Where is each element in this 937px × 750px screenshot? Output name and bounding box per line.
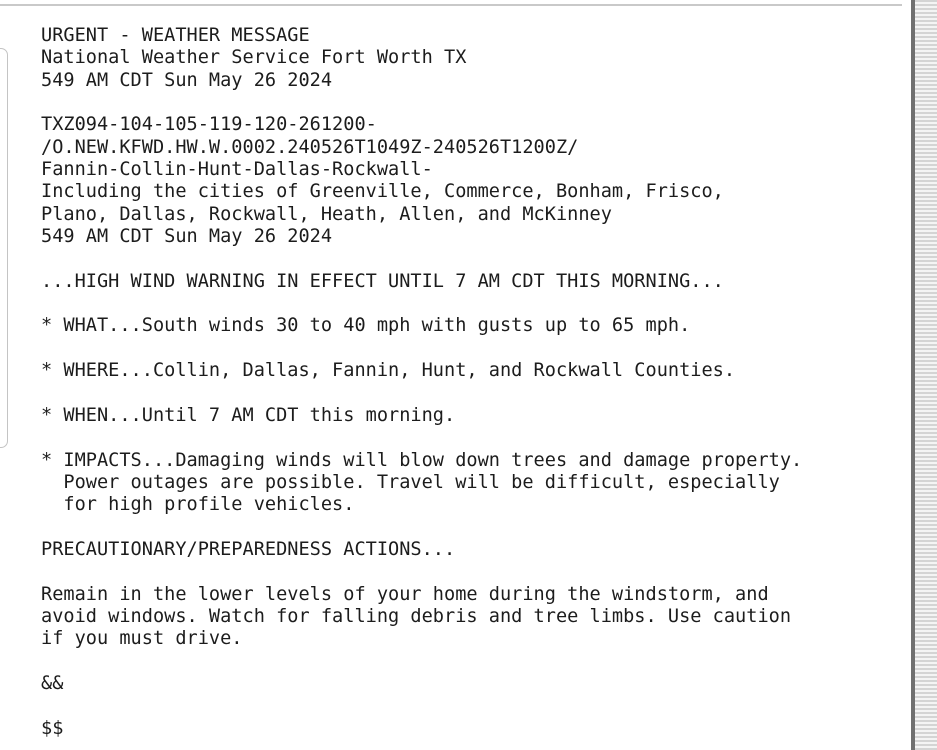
- where-line: * WHERE...Collin, Dallas, Fannin, Hunt, and Rockwall Counties.: [41, 360, 736, 382]
- blank-line: [41, 92, 802, 114]
- actions-line-1: Remain in the lower levels of your home during the windstorm, and: [41, 583, 769, 605]
- blank-line: [41, 517, 802, 539]
- blank-line: [41, 293, 802, 315]
- vtec-line: /O.NEW.KFWD.HW.W.0002.240526T1049Z-240526T1200Z/: [41, 136, 579, 158]
- blank-line: [41, 651, 802, 673]
- actions-heading-line: PRECAUTIONARY/PREPAREDNESS ACTIONS...: [41, 538, 456, 560]
- impacts-line-1: * IMPACTS...Damaging winds will blow down trees and damage property.: [41, 449, 803, 471]
- actions-line-3: if you must drive.: [41, 628, 243, 650]
- cities-line-1: Including the cities of Greenville, Commerce, Bonham, Frisco,: [41, 181, 724, 203]
- dollar-terminator-line: $$: [41, 717, 64, 739]
- headline-line: ...HIGH WIND WARNING IN EFFECT UNTIL 7 AM CDT THIS MORNING...: [41, 270, 724, 292]
- zone-codes-line: TXZ094-104-105-119-120-261200-: [41, 114, 377, 136]
- impacts-line-3: for high profile vehicles.: [41, 494, 355, 516]
- left-panel-edge: [0, 48, 8, 448]
- blank-line: [41, 695, 802, 717]
- ampersand-terminator-line: &&: [41, 672, 64, 694]
- zone-time-line: 549 AM CDT Sun May 26 2024: [41, 226, 333, 248]
- issued-time-line: 549 AM CDT Sun May 26 2024: [41, 69, 333, 91]
- top-divider: [0, 4, 902, 6]
- actions-line-2: avoid windows. Watch for falling debris and tree limbs. Use caution: [41, 605, 792, 627]
- blank-line: [41, 427, 802, 449]
- blank-line: [41, 248, 802, 270]
- blank-line: [41, 338, 802, 360]
- impacts-line-2: Power outages are possible. Travel will be difficult, especially: [41, 471, 780, 493]
- right-edge-border: [911, 0, 915, 750]
- cities-line-2: Plano, Dallas, Rockwall, Heath, Allen, and McKinney: [41, 203, 612, 225]
- blank-line: [41, 383, 802, 405]
- when-line: * WHEN...Until 7 AM CDT this morning.: [41, 404, 456, 426]
- weather-message-text: [41, 25, 802, 740]
- blank-line: [41, 561, 802, 583]
- what-line: * WHAT...South winds 30 to 40 mph with gusts up to 65 mph.: [41, 315, 691, 337]
- office-line: National Weather Service Fort Worth TX: [41, 47, 467, 69]
- counties-line: Fannin-Collin-Hunt-Dallas-Rockwall-: [41, 159, 433, 181]
- header-line: URGENT - WEATHER MESSAGE: [41, 25, 310, 46]
